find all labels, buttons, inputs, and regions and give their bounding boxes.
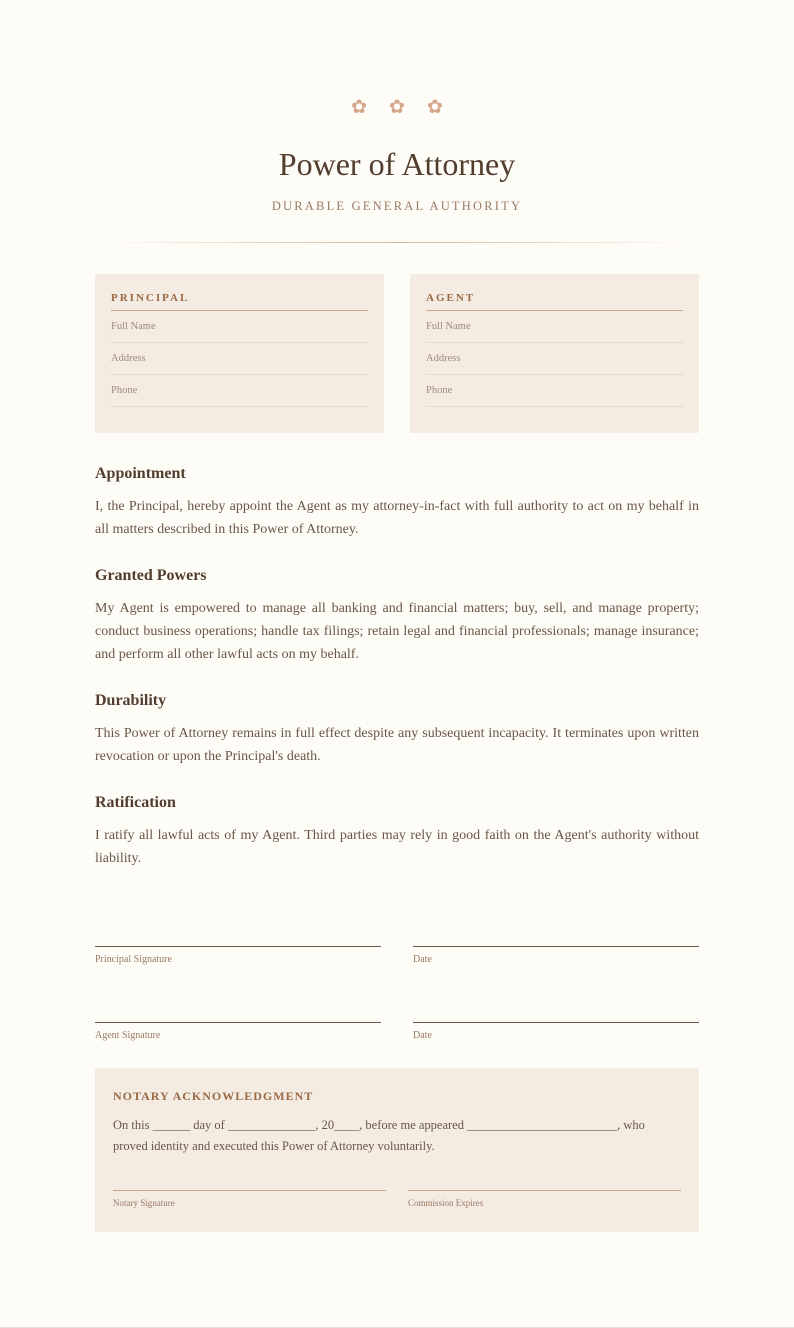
section-ratification (95, 794, 699, 870)
notary-signature-label: Notary Signature (113, 1198, 175, 1208)
section-heading: Ratification (95, 794, 176, 811)
title-divider (100, 242, 694, 243)
date-label: Date (413, 954, 432, 965)
flower-ornament (0, 96, 794, 118)
date-line (413, 1022, 699, 1023)
flower-icon: ✿ (389, 96, 405, 118)
document-subtitle: DURABLE GENERAL AUTHORITY (271, 199, 523, 213)
section-body: This Power of Attorney remains in full effect despite any subsequent incapacity. It terminates upon written revocation or upon the Principal's death. (95, 726, 699, 764)
signature-line (95, 1022, 381, 1023)
document-title: Power of Attorney (278, 146, 516, 182)
agent-date-block[interactable] (413, 1022, 699, 1041)
notary-signature-block[interactable] (113, 1190, 386, 1208)
section-appointment (95, 465, 699, 541)
commission-line (408, 1190, 681, 1191)
principal-full-name-field[interactable]: Full Name (111, 311, 368, 343)
signature-label: Principal Signature (95, 954, 172, 965)
commission-expires-block[interactable] (408, 1190, 681, 1208)
flower-icon: ✿ (427, 96, 443, 118)
commission-expires-label: Commission Expires (408, 1198, 484, 1208)
agent-box (410, 274, 699, 433)
date-label: Date (413, 1030, 432, 1041)
agent-full-name-field[interactable]: Full Name (426, 311, 683, 343)
principal-signature-block[interactable] (95, 946, 381, 965)
section-body: My Agent is empowered to manage all banking and financial matters; buy, sell, and manage property; conduct business operations; handle tax filings; retain legal and financial professionals; manage insurance; and perform all other lawful acts on my behalf. (95, 601, 699, 662)
signature-line (113, 1190, 386, 1191)
section-heading: Appointment (95, 465, 186, 482)
section-heading: Durability (95, 692, 167, 709)
agent-address-field[interactable]: Address (426, 343, 683, 375)
signature-line (95, 946, 381, 947)
principal-box (95, 274, 384, 433)
flower-icon: ✿ (351, 96, 367, 118)
agent-phone-field[interactable]: Phone (426, 375, 683, 407)
notary-box (95, 1068, 699, 1232)
principal-phone-field[interactable]: Phone (111, 375, 368, 407)
agent-heading: AGENT (426, 292, 683, 311)
section-granted-powers (95, 567, 699, 666)
principal-heading: PRINCIPAL (111, 292, 368, 311)
agent-signature-block[interactable] (95, 1022, 381, 1041)
notary-text: On this ______ day of ______________, 20____, before me appeared ________________________, who proved identity and executed this Power of Attorney voluntarily. (113, 1118, 645, 1153)
principal-address-field[interactable]: Address (111, 343, 368, 375)
section-body: I, the Principal, hereby appoint the Agent as my attorney-in-fact with full authority to act on my behalf in all matters described in this Power of Attorney. (95, 499, 699, 537)
notary-heading: NOTARY ACKNOWLEDGMENT (113, 1089, 314, 1103)
date-line (413, 946, 699, 947)
section-durability (95, 692, 699, 768)
signature-label: Agent Signature (95, 1030, 161, 1041)
principal-date-block[interactable] (413, 946, 699, 965)
section-heading: Granted Powers (95, 567, 207, 584)
section-body: I ratify all lawful acts of my Agent. Third parties may rely in good faith on the Agent's authority without liability. (95, 828, 699, 866)
